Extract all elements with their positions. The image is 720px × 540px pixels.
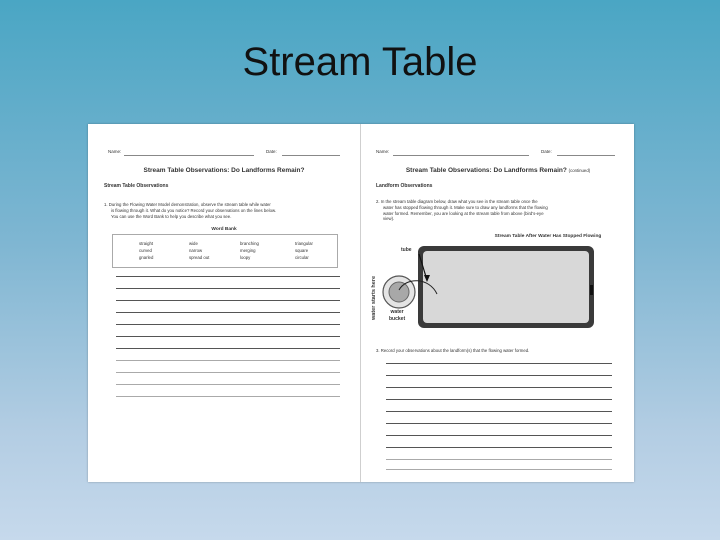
word-bank-word: narrow bbox=[189, 248, 203, 253]
date-label: Date: bbox=[266, 149, 277, 154]
answer-line bbox=[386, 387, 612, 388]
word-bank-word: spread out bbox=[189, 255, 210, 260]
word-bank-word: circular bbox=[295, 255, 309, 260]
word-bank-word: triangular bbox=[295, 241, 313, 246]
word-bank-word: wide bbox=[189, 241, 198, 246]
answer-line bbox=[116, 288, 340, 289]
answer-line bbox=[116, 276, 340, 277]
question-3: 3. Record your observations about the landform(s) that the flowing water formed. bbox=[376, 348, 530, 353]
word-bank-word: curved bbox=[139, 248, 152, 253]
bucket-label-line: bucket bbox=[389, 316, 406, 322]
word-bank-word: loopy bbox=[240, 255, 251, 260]
continued-label: (continued) bbox=[568, 168, 591, 173]
worksheet-left-page bbox=[88, 124, 360, 482]
answer-line bbox=[386, 459, 612, 460]
tube-label: tube bbox=[401, 247, 412, 253]
name-label: Name: bbox=[108, 149, 122, 154]
worksheet-image bbox=[88, 124, 634, 482]
answer-line bbox=[386, 469, 612, 470]
answer-line bbox=[116, 372, 340, 373]
section-heading: Landform Observations bbox=[376, 183, 433, 189]
drain-icon bbox=[590, 285, 593, 295]
word-bank-word: gnarled bbox=[139, 255, 154, 260]
bucket-label-line: water bbox=[390, 309, 404, 315]
worksheet-title bbox=[369, 167, 627, 174]
answer-line bbox=[116, 396, 340, 397]
date-line bbox=[557, 155, 615, 156]
worksheet-title: Stream Table Observations: Do Landforms Remain? bbox=[143, 167, 305, 174]
date-line bbox=[282, 155, 340, 156]
stream-table-surface bbox=[423, 251, 589, 323]
section-heading: Stream Table Observations bbox=[104, 183, 169, 189]
word-bank-word: straight bbox=[139, 241, 154, 246]
name-line bbox=[124, 155, 254, 156]
date-label: Date: bbox=[541, 149, 552, 154]
word-bank-word: merging bbox=[240, 248, 256, 253]
name-label: Name: bbox=[376, 149, 390, 154]
answer-line bbox=[386, 435, 612, 436]
question-1-line: is flowing through it. What do you notice? Record your observations on the lines below. bbox=[111, 207, 277, 213]
question-1 bbox=[104, 202, 344, 219]
answer-line bbox=[116, 324, 340, 325]
name-line bbox=[393, 155, 529, 156]
question-2-line: view). bbox=[383, 216, 395, 222]
bucket-water-icon bbox=[389, 282, 409, 302]
word-bank-word: square bbox=[295, 248, 309, 253]
stream-table-diagram bbox=[361, 242, 634, 352]
answer-line bbox=[116, 300, 340, 301]
answer-line bbox=[386, 411, 612, 412]
answer-line bbox=[116, 312, 340, 313]
water-bucket-label bbox=[389, 309, 405, 323]
answer-line bbox=[116, 384, 340, 385]
answer-line bbox=[116, 336, 340, 337]
answer-line bbox=[386, 447, 612, 448]
question-2-line: water formed. Remember, you are looking at the stream table from above (bird's-eye bbox=[383, 210, 544, 216]
slide-title: Stream Table bbox=[242, 40, 478, 84]
question-1-line: You can use the Word Bank to help you describe what you see. bbox=[111, 213, 232, 219]
question-2-line: 2. In the stream table diagram below, draw what you see in the stream table once the bbox=[376, 199, 538, 204]
worksheet-right-page bbox=[361, 124, 634, 482]
answer-line bbox=[386, 399, 612, 400]
answer-line bbox=[386, 375, 612, 376]
question-1-line: 1. During the Flowing Water Model demonstration, observe the stream table while water bbox=[104, 202, 271, 207]
answer-line bbox=[386, 363, 612, 364]
answer-line bbox=[116, 360, 340, 361]
water-starts-label: water starts here bbox=[371, 275, 377, 320]
question-2 bbox=[376, 199, 626, 222]
answer-line bbox=[116, 348, 340, 349]
diagram-title: Stream Table After Water Has Stopped Flowing bbox=[494, 234, 602, 239]
worksheet-title-text: Stream Table Observations: Do Landforms Remain? bbox=[405, 167, 567, 174]
question-2-line: water has stopped flowing through it. Make sure to draw any landforms that the flowing bbox=[383, 204, 548, 210]
word-bank bbox=[112, 234, 338, 268]
word-bank-title: Word Bank bbox=[211, 227, 237, 232]
answer-line bbox=[386, 423, 612, 424]
word-bank-word: branching bbox=[240, 241, 259, 246]
